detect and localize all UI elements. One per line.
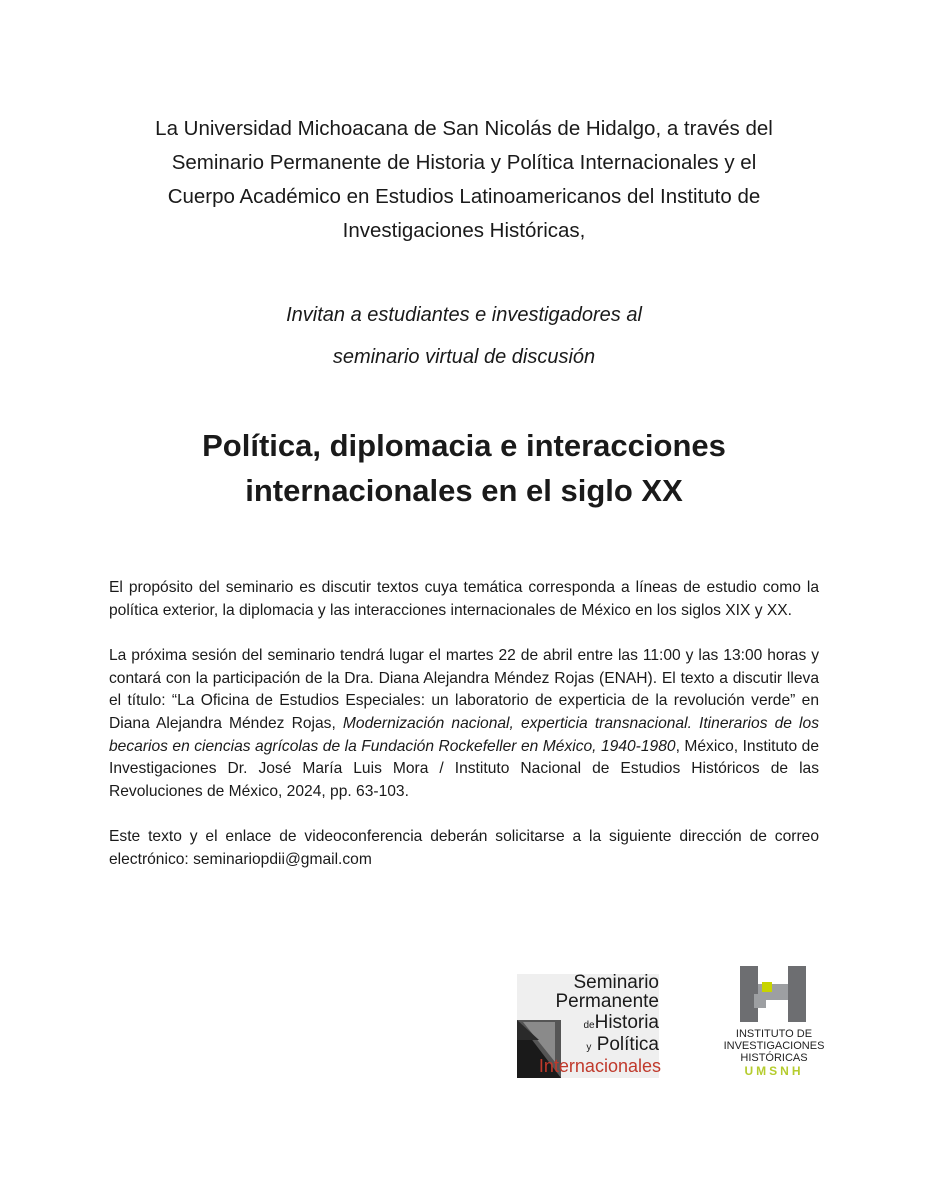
seminario-logo-historia: Historia [594, 1012, 659, 1033]
instituto-logo-line-2: INVESTIGACIONES [723, 1040, 825, 1052]
intro-line: Cuerpo Académico en Estudios Latinoamericanos del Instituto de [167, 185, 761, 208]
invitation-line-2: seminario virtual de discusión [332, 346, 596, 368]
seminario-logo-line-3 [583, 1012, 659, 1034]
title-line-1: Política, diplomacia e interacciones [202, 428, 726, 463]
seminario-logo-line-5: Internacionales [538, 1056, 661, 1076]
instituto-logo-mark-icon [726, 966, 822, 1022]
session-text-part1: La próxima sesión del seminario tendrá lugar el martes 22 de abril entre las 11:00 y las 13:00 horas y contará con la participación de la Dra. Diana Alejandra Méndez Rojas (ENAH). El texto a discutir lleva el título: “La Oficina de Estudios Especiales: un laboratorio de experticia de la revolución verde” en Diana Alejandra Méndez Rojas, [109, 647, 819, 732]
book-title: Modernización nacional, experticia transnacional. Itinerarios de los becarios en ciencias agrícolas de la Fundación Rockefeller en México, 1940-1980 [109, 714, 819, 755]
instituto-logo-umsnh: UMSNH [744, 1064, 804, 1078]
seminario-logo-line-1: Seminario [573, 972, 659, 993]
session-text-part2: , México, Instituto de Investigaciones Dr. José María Luis Mora / Instituto Nacional de Estudios Históricos de las Revoluciones de México, 2024, pp. 63-103. [109, 737, 819, 800]
title-line-2: internacionales en el siglo XX [245, 473, 683, 508]
intro-line: Seminario Permanente de Historia y Política Internacionales y el [171, 151, 757, 174]
seminario-logo-de: de [583, 1020, 595, 1031]
instituto-logo [716, 966, 832, 1084]
intro-paragraph [100, 112, 828, 248]
seminario-logo-line-4 [586, 1034, 659, 1056]
seminar-title [80, 423, 848, 513]
seminario-logo-line-2: Permanente [555, 991, 659, 1012]
instituto-logo-line-3: HISTÓRICAS [740, 1052, 808, 1064]
intro-line: La Universidad Michoacana de San Nicolás de Hidalgo, a través del [155, 117, 773, 140]
session-paragraph [109, 645, 819, 803]
seminario-logo [517, 972, 663, 1080]
seminario-logo-politica: Política [596, 1034, 659, 1055]
invitation-line-1: Invitan a estudiantes e investigadores al [286, 304, 642, 326]
instituto-logo-line-1: INSTITUTO DE [735, 1028, 813, 1040]
body-text [109, 577, 819, 895]
contact-paragraph[interactable]: Este texto y el enlace de videoconferencia deberán solicitarse a la siguiente dirección de correo electrónico: seminariopdii@gmail.com [109, 828, 819, 868]
purpose-paragraph: El propósito del seminario es discutir textos cuya temática corresponda a líneas de estudio como la política exterior, la diplomacia y las interacciones internacionales de México en los siglos XIX y XX. [109, 579, 819, 619]
intro-line: Investigaciones Históricas, [342, 219, 586, 242]
invitation-text [100, 294, 828, 378]
seminario-logo-y: y [586, 1042, 592, 1053]
